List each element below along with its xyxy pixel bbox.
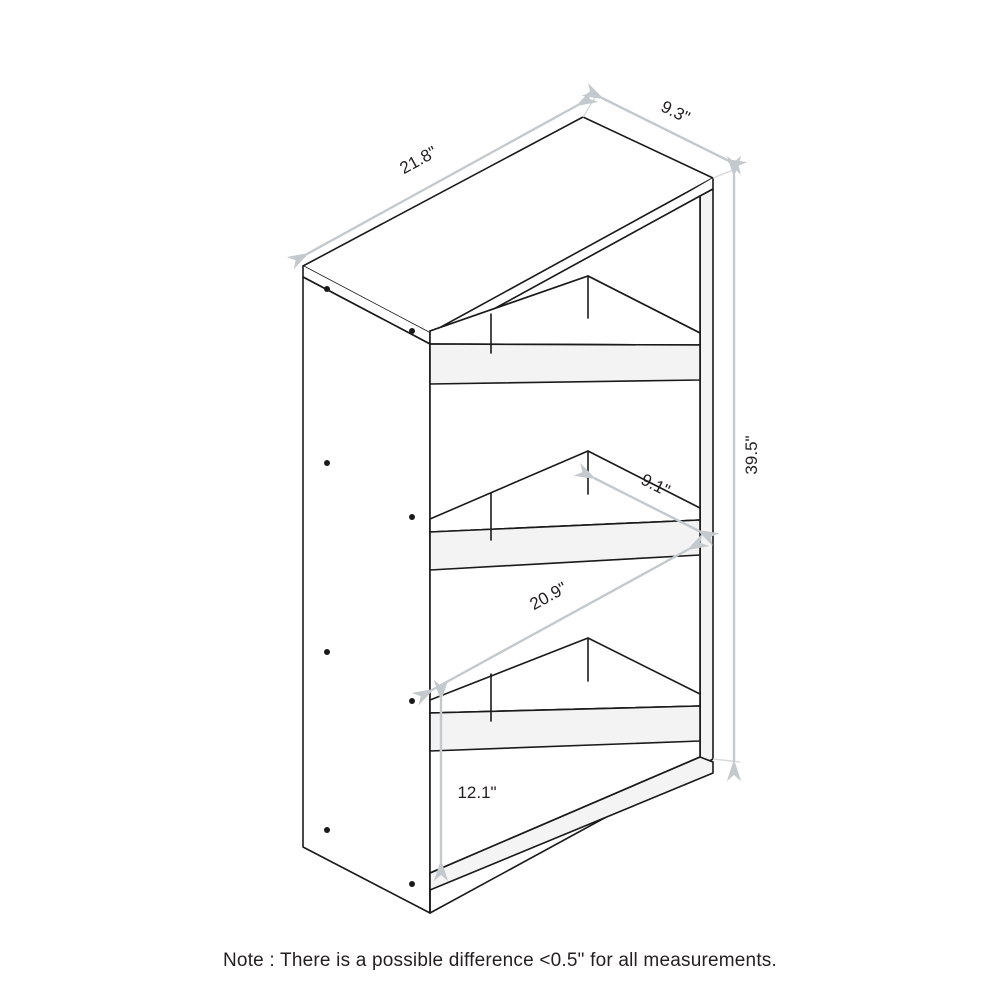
dim-label-overall-depth: 9.3" (657, 96, 693, 128)
dim-label-overall-height: 39.5" (742, 435, 761, 475)
dim-label-shelf-height: 12.1" (457, 783, 497, 802)
bookcase-body (303, 117, 713, 913)
measurement-note: Note : There is a possible difference <0.5" for all measurements. (223, 950, 777, 971)
right-side-panel (700, 189, 713, 766)
dim-label-overall-width: 21.8" (396, 142, 441, 178)
dim-label-shelf-width: 20.9" (526, 578, 571, 614)
left-side-panel (303, 277, 430, 913)
dim-label-shelf-depth: 9.1" (637, 469, 673, 501)
